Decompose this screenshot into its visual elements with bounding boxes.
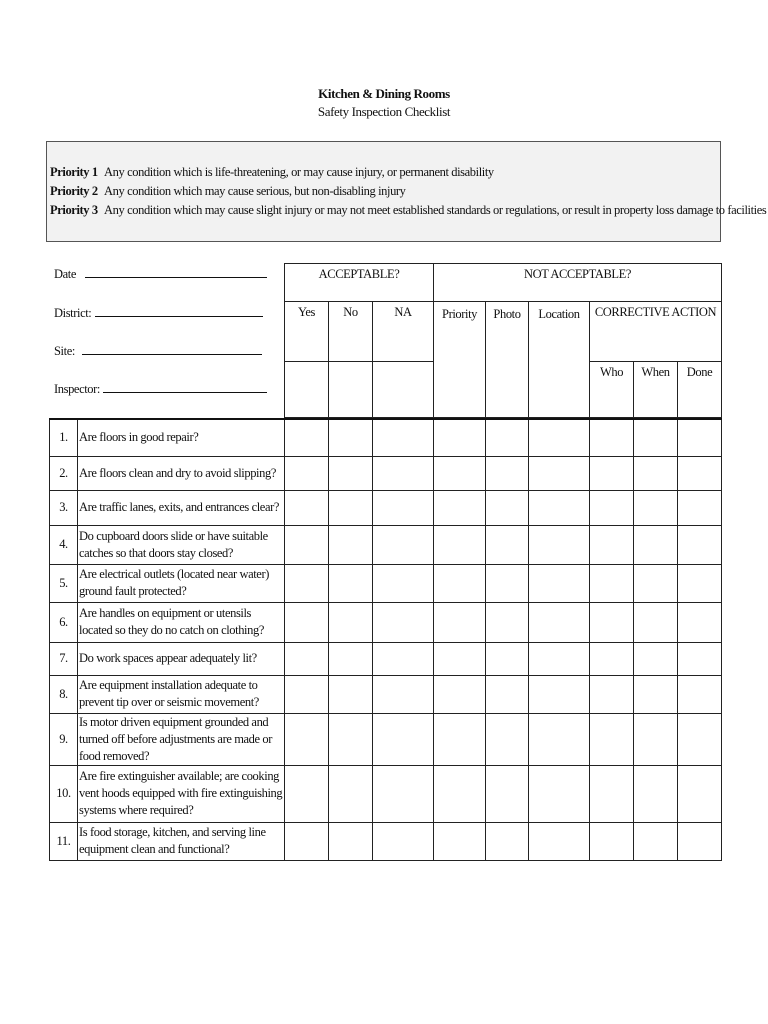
table-row (50, 490, 722, 525)
inspector-label: Inspector: (54, 382, 100, 396)
na-cell[interactable] (373, 419, 434, 456)
yes-cell[interactable] (285, 765, 329, 822)
priority-2-text: Any condition which may cause serious, but non-disabling injury (104, 184, 406, 198)
yes-cell[interactable] (285, 456, 329, 490)
photo-cell[interactable] (486, 419, 529, 456)
who-cell[interactable] (590, 419, 634, 456)
na-cell[interactable] (373, 456, 434, 490)
date-label: Date (54, 267, 76, 281)
question-text: Are fire extinguisher available; are cooking vent hoods equipped with fire extinguishing systems where required? (78, 765, 285, 822)
who-cell[interactable] (590, 713, 634, 765)
location-cell[interactable] (529, 525, 590, 564)
yes-cell[interactable] (285, 713, 329, 765)
priority-3-label: Priority 3 (50, 203, 98, 217)
question-number: 7. (50, 642, 78, 675)
when-cell[interactable] (634, 456, 678, 490)
no-cell[interactable] (329, 490, 373, 525)
na-cell[interactable] (373, 822, 434, 860)
done-cell[interactable] (678, 765, 722, 822)
when-cell[interactable] (634, 713, 678, 765)
no-cell[interactable] (329, 602, 373, 642)
inspector-line[interactable] (103, 381, 267, 393)
date-field[interactable] (54, 266, 267, 282)
location-cell[interactable] (529, 564, 590, 602)
no-cell[interactable] (329, 713, 373, 765)
document-subtitle: Safety Inspection Checklist (317, 104, 451, 119)
corrective-action-header: CORRECTIVE ACTION (590, 302, 722, 362)
who-cell[interactable] (590, 490, 634, 525)
priority-cell[interactable] (434, 456, 486, 490)
who-cell[interactable] (590, 564, 634, 602)
done-cell[interactable] (678, 602, 722, 642)
when-cell[interactable] (634, 419, 678, 456)
table-row (50, 419, 722, 456)
priority-1-label: Priority 1 (50, 165, 98, 179)
question-number: 9. (50, 713, 78, 765)
question-number: 6. (50, 602, 78, 642)
no-cell[interactable] (329, 675, 373, 713)
question-number: 10. (50, 765, 78, 822)
na-cell[interactable] (373, 642, 434, 675)
priority-2-label: Priority 2 (50, 184, 98, 198)
question-text: Are floors clean and dry to avoid slipping? (78, 456, 285, 490)
location-cell[interactable] (529, 602, 590, 642)
photo-cell[interactable] (486, 642, 529, 675)
question-text: Is food storage, kitchen, and serving line equipment clean and functional? (78, 822, 285, 860)
priority-3-row (50, 203, 766, 218)
priority-1-row (50, 165, 494, 180)
question-number: 5. (50, 564, 78, 602)
table-row (50, 713, 722, 765)
location-cell[interactable] (529, 675, 590, 713)
photo-cell[interactable] (486, 525, 529, 564)
priority-3-text: Any condition which may cause slight injury or may not meet established standards or regulations, or result in property loss damage to facilities (104, 203, 767, 217)
when-cell[interactable] (634, 642, 678, 675)
no-cell[interactable] (329, 456, 373, 490)
who-header: Who (590, 362, 634, 418)
table-row (50, 525, 722, 564)
yes-cell[interactable] (285, 490, 329, 525)
photo-cell[interactable] (486, 490, 529, 525)
question-number: 2. (50, 456, 78, 490)
yes-cell[interactable] (285, 675, 329, 713)
priority-cell[interactable] (434, 564, 486, 602)
question-text: Are floors in good repair? (78, 419, 285, 456)
location-cell[interactable] (529, 456, 590, 490)
site-field[interactable] (54, 343, 262, 359)
question-text: Is motor driven equipment grounded and turned off before adjustments are made or food removed? (78, 713, 285, 765)
who-cell[interactable] (590, 525, 634, 564)
question-number: 4. (50, 525, 78, 564)
table-row (50, 765, 722, 822)
photo-cell[interactable] (486, 564, 529, 602)
no-cell[interactable] (329, 822, 373, 860)
when-cell[interactable] (634, 822, 678, 860)
location-cell[interactable] (529, 642, 590, 675)
priority-cell[interactable] (434, 675, 486, 713)
photo-header: Photo (486, 302, 529, 418)
when-cell[interactable] (634, 525, 678, 564)
photo-cell[interactable] (486, 602, 529, 642)
photo-cell[interactable] (486, 675, 529, 713)
na-cell[interactable] (373, 525, 434, 564)
priority-cell[interactable] (434, 642, 486, 675)
priority-legend (46, 141, 767, 242)
na-cell[interactable] (373, 490, 434, 525)
district-field[interactable] (54, 305, 263, 321)
priority-2-row (50, 184, 406, 199)
table-row (50, 602, 722, 642)
na-cell[interactable] (373, 765, 434, 822)
location-cell[interactable] (529, 419, 590, 456)
priority-cell[interactable] (434, 713, 486, 765)
who-cell[interactable] (590, 765, 634, 822)
yes-cell[interactable] (285, 525, 329, 564)
when-header: When (634, 362, 678, 418)
priority-1-text: Any condition which is life-threatening, or may cause injury, or permanent disability (104, 165, 494, 179)
table-row (50, 564, 722, 602)
question-text: Do work spaces appear adequately lit? (78, 642, 285, 675)
who-cell[interactable] (590, 822, 634, 860)
no-cell[interactable] (329, 765, 373, 822)
date-line[interactable] (85, 266, 267, 278)
priority-cell[interactable] (434, 765, 486, 822)
photo-cell[interactable] (486, 713, 529, 765)
done-cell[interactable] (678, 822, 722, 860)
when-cell[interactable] (634, 765, 678, 822)
question-text: Are electrical outlets (located near water) ground fault protected? (78, 564, 285, 602)
yes-cell[interactable] (285, 822, 329, 860)
checklist-questions-table (49, 418, 722, 861)
document-title-block (0, 85, 768, 121)
who-cell[interactable] (590, 602, 634, 642)
document-title: Kitchen & Dining Rooms (318, 86, 450, 101)
question-number: 8. (50, 675, 78, 713)
done-cell[interactable] (678, 642, 722, 675)
who-cell[interactable] (590, 675, 634, 713)
no-cell[interactable] (329, 642, 373, 675)
district-line[interactable] (95, 305, 263, 317)
no-cell[interactable] (329, 525, 373, 564)
no-cell[interactable] (329, 419, 373, 456)
question-text: Are traffic lanes, exits, and entrances clear? (78, 490, 285, 525)
priority-cell[interactable] (434, 419, 486, 456)
done-cell[interactable] (678, 564, 722, 602)
checklist-header-table (284, 263, 722, 418)
table-row (50, 642, 722, 675)
done-cell[interactable] (678, 525, 722, 564)
no-cell[interactable] (329, 564, 373, 602)
na-cell[interactable] (373, 564, 434, 602)
priority-header: Priority (434, 302, 486, 418)
photo-cell[interactable] (486, 822, 529, 860)
table-row (50, 822, 722, 860)
done-header: Done (678, 362, 722, 418)
question-text: Are handles on equipment or utensils located so they do no catch on clothing? (78, 602, 285, 642)
done-cell[interactable] (678, 490, 722, 525)
question-number: 11. (50, 822, 78, 860)
when-cell[interactable] (634, 675, 678, 713)
district-label: District: (54, 306, 92, 320)
no-header: No (329, 302, 373, 362)
when-cell[interactable] (634, 602, 678, 642)
site-line[interactable] (82, 343, 262, 355)
location-cell[interactable] (529, 490, 590, 525)
when-cell[interactable] (634, 490, 678, 525)
who-cell[interactable] (590, 642, 634, 675)
table-row (50, 456, 722, 490)
done-cell[interactable] (678, 675, 722, 713)
priority-cell[interactable] (434, 822, 486, 860)
priority-cell[interactable] (434, 602, 486, 642)
site-label: Site: (54, 344, 75, 358)
photo-cell[interactable] (486, 456, 529, 490)
photo-cell[interactable] (486, 765, 529, 822)
location-header: Location (529, 302, 590, 418)
na-cell[interactable] (373, 675, 434, 713)
who-cell[interactable] (590, 456, 634, 490)
location-cell[interactable] (529, 713, 590, 765)
priority-cell[interactable] (434, 490, 486, 525)
yes-header: Yes (285, 302, 329, 362)
question-text: Are equipment installation adequate to prevent tip over or seismic movement? (78, 675, 285, 713)
done-cell[interactable] (678, 713, 722, 765)
inspector-field[interactable] (54, 381, 267, 397)
yes-cell[interactable] (285, 642, 329, 675)
location-cell[interactable] (529, 765, 590, 822)
header-blank-cell (329, 362, 373, 418)
na-header: NA (373, 302, 434, 362)
na-cell[interactable] (373, 602, 434, 642)
header-blank-cell (373, 362, 434, 418)
table-row (50, 675, 722, 713)
done-cell[interactable] (678, 456, 722, 490)
yes-cell[interactable] (285, 419, 329, 456)
priority-cell[interactable] (434, 525, 486, 564)
header-blank-cell (285, 362, 329, 418)
done-cell[interactable] (678, 419, 722, 456)
not-acceptable-header: NOT ACCEPTABLE? (434, 264, 722, 302)
yes-cell[interactable] (285, 602, 329, 642)
when-cell[interactable] (634, 564, 678, 602)
location-cell[interactable] (529, 822, 590, 860)
question-text: Do cupboard doors slide or have suitable catches so that doors stay closed? (78, 525, 285, 564)
yes-cell[interactable] (285, 564, 329, 602)
na-cell[interactable] (373, 713, 434, 765)
acceptable-header: ACCEPTABLE? (285, 264, 434, 302)
question-number: 1. (50, 419, 78, 456)
question-number: 3. (50, 490, 78, 525)
